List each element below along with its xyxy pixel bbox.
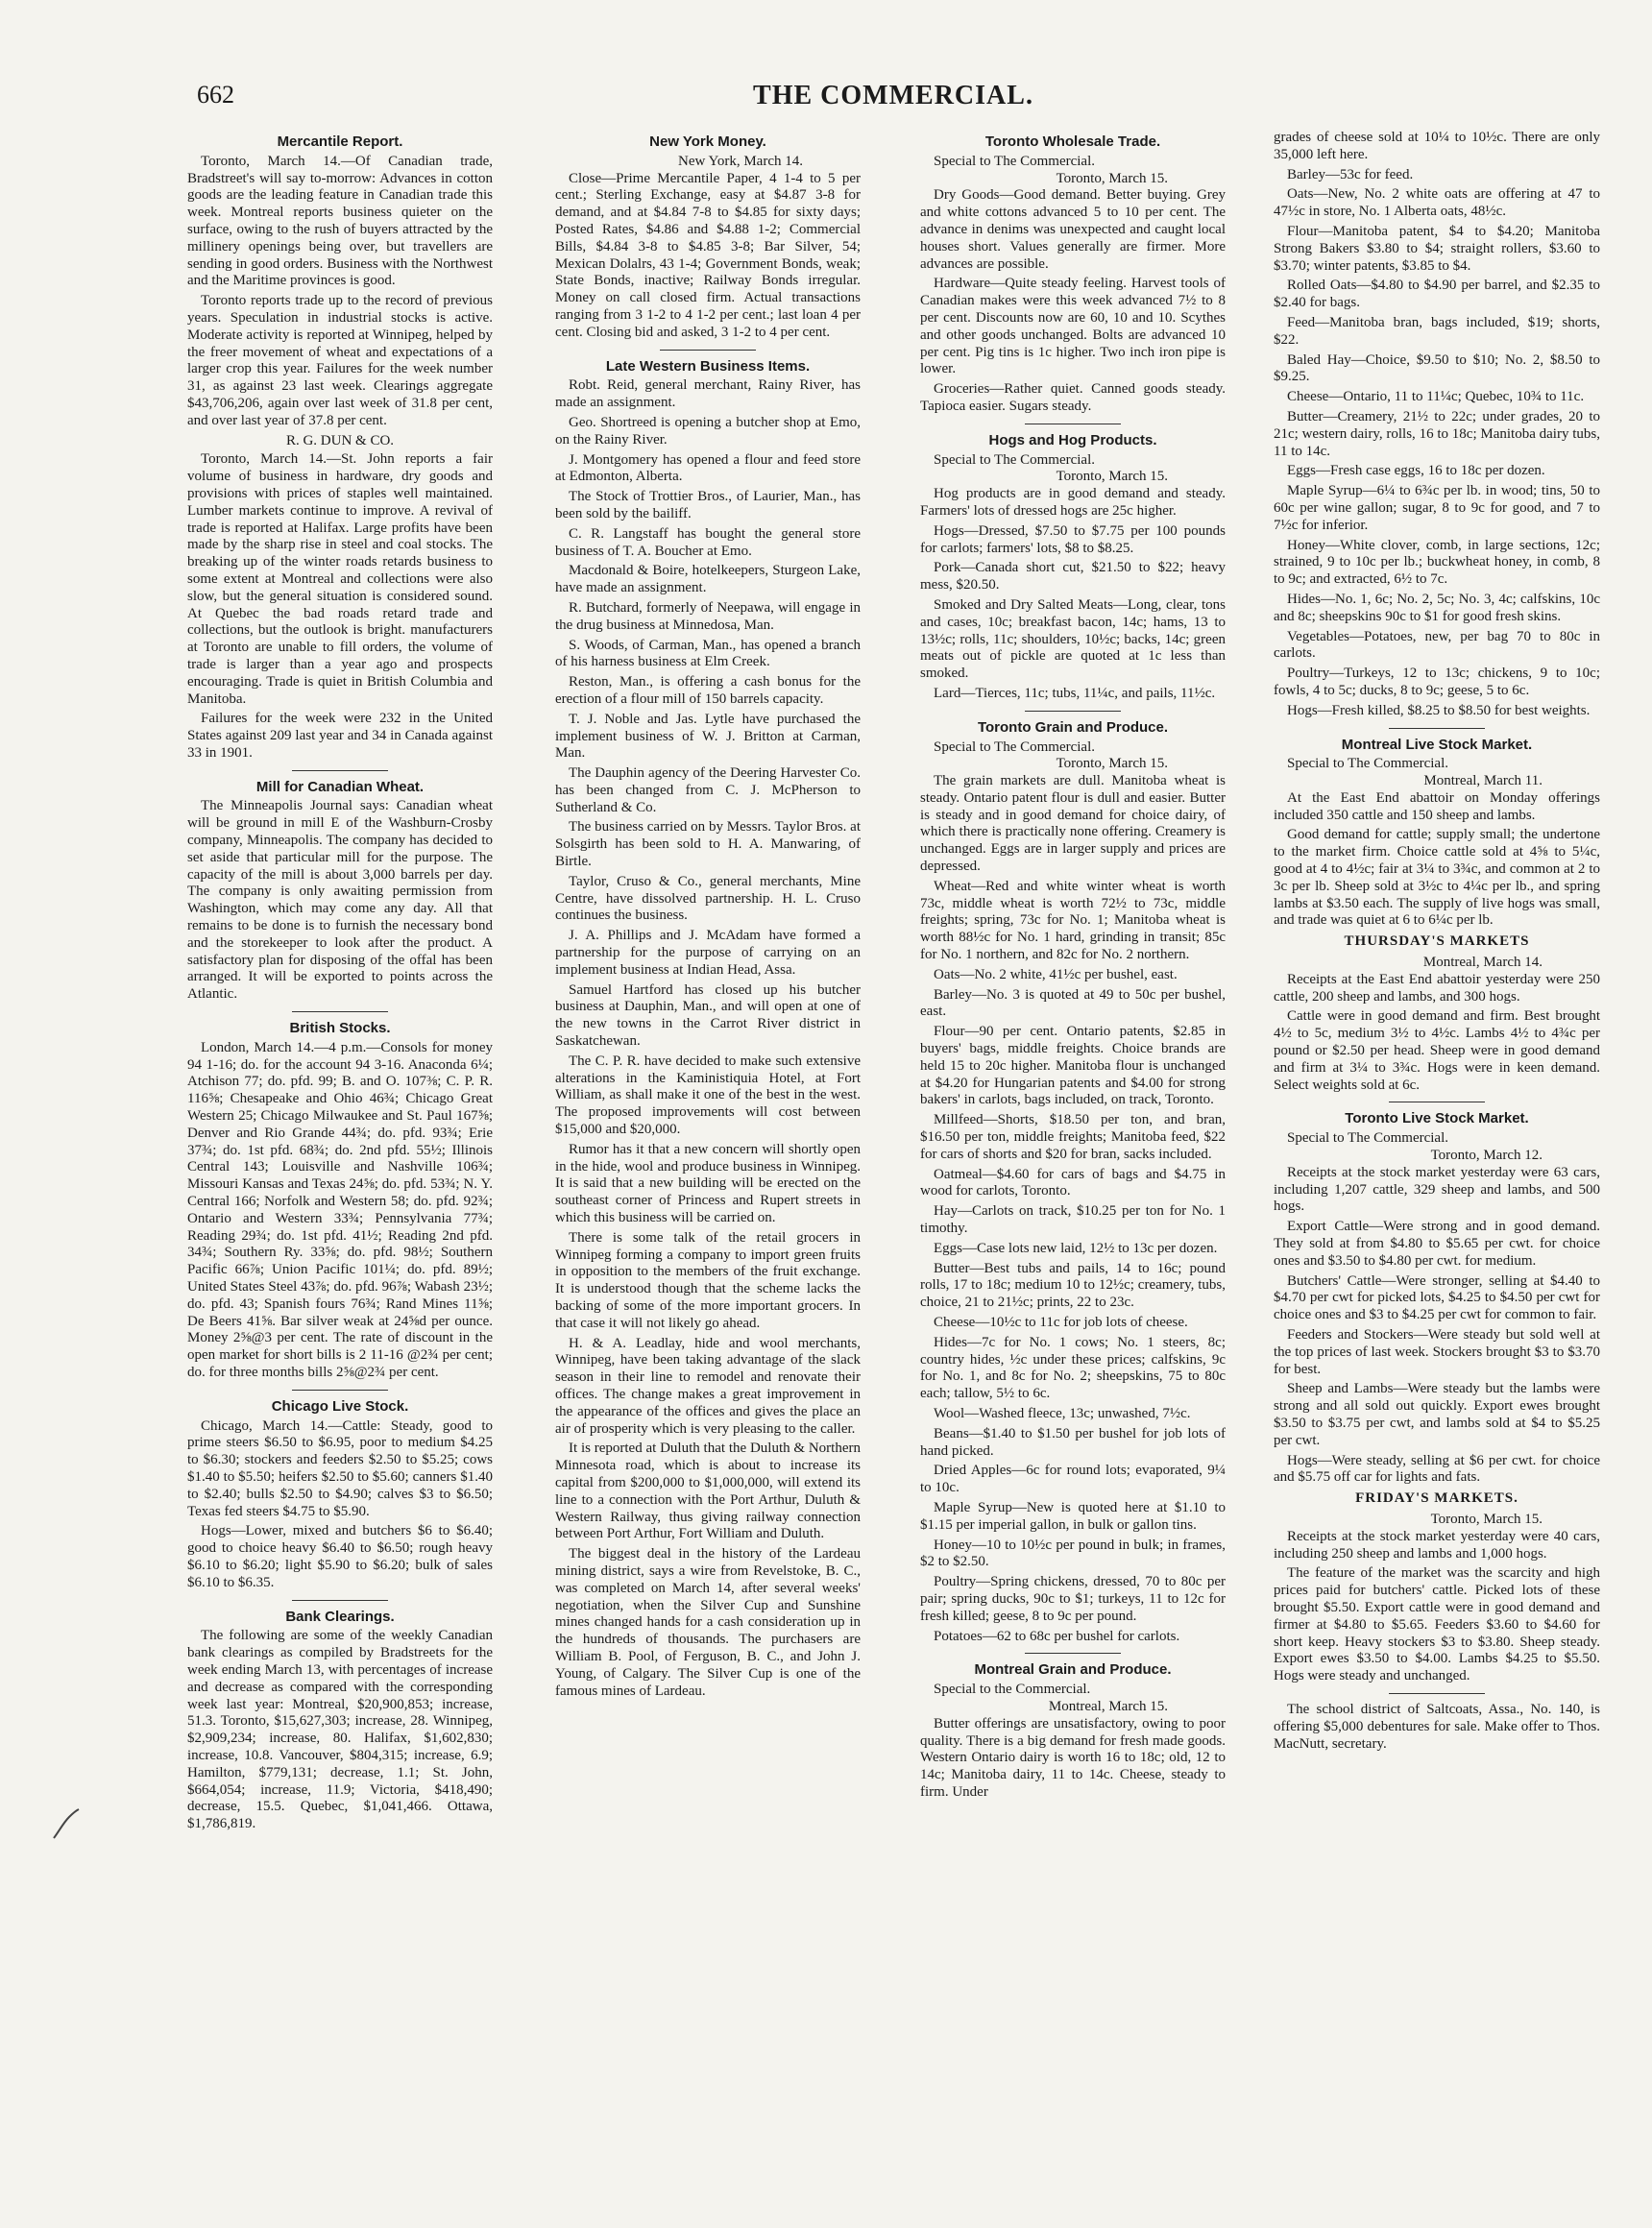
article [920,1661,1226,1801]
subheading: FRIDAY'S MARKETS. [1355,1490,1518,1507]
article-headline: Mill for Canadian Wheat. [255,778,425,795]
paragraph: At the East End abattoir on Monday offerings included 350 cattle and 150 sheep and lambs. [1274,789,1600,823]
column-4 [1274,130,1600,2214]
paragraph: Good demand for cattle; supply small; the undertone to the market firm. Choice cattle sold at 4⅝ to 5¼c, good at 4 to 4½c; fair at 3¼ to 3¾c, and common at 2 to 3c per lb. Sheep sold at 3½c to 4¼c per lb., and spring lambs at $3.50 each. The supply of live hogs was small, and trade was quiet at 6 to 6¼c per lb. [1274,827,1600,929]
dateline: Toronto, March 15. [1056,170,1168,186]
paragraph: The feature of the market was the scarcity and high prices paid for butchers' cattle. Picked lots of these brought $5.50. Export cattle were in good demand and firmer at $4.80 to $5.65. Feeders $3.60 to $4.60 for short keep. Heavy stockers $3 to $3.80. Sheep steady. Export ewes $3.50 to $4.00. Lambs $4.25 to $5.50. Hogs were steady and unchanged. [1274,1565,1600,1684]
special-note: Special to The Commercial. [934,153,1096,169]
article [920,133,1226,416]
paragraph: Butchers' Cattle—Were stronger, selling at $4.40 to $4.70 per cwt for picked lots, $4.25 to $4.50 per cwt for choice ones and $3 to $4.25 per cwt for common to fair. [1274,1272,1600,1323]
dateline: Toronto, March 12. [1430,1148,1543,1164]
article [1274,737,1600,1095]
divider-rule [292,1390,388,1391]
article-headline: New York Money. [649,133,766,150]
paragraph: T. J. Noble and Jas. Lytle have purchased the implement business of W. J. Britton at Carman, Man. [555,711,861,762]
article-headline: Bank Clearings. [285,1608,395,1625]
paragraph: H. & A. Leadlay, hide and wool merchants, Winnipeg, have been taking advantage of the slack season in their line to remodel and renovate their offices. The change makes a great improvement in the appearance of the offices and gives the place an air of prosperity which is very pleasing to the caller. [555,1335,861,1437]
paragraph: Cattle were in good demand and firm. Best brought 4½ to 5c, medium 3½ to 4½c. Lambs 4½ to 4¾c per pound or $2.50 per head. Sheep were in good demand and firm at 3¼ to 3¾c. Hogs were in keen demand. Select weights sold at 6c. [1274,1008,1600,1093]
article [1274,130,1600,720]
dateline: Toronto, March 15. [1430,1511,1543,1527]
pencil-mark-icon [50,1805,88,1844]
article [1274,1110,1600,1685]
special-note: Special to the Commercial. [934,1682,1091,1698]
article [920,432,1226,703]
dateline: Toronto, March 15. [1056,469,1168,485]
column-2 [555,130,861,2214]
article [920,719,1226,1646]
paragraph: Eggs—Case lots new laid, 12½ to 13c per dozen. [934,1240,1218,1256]
paragraph: Flour—90 per cent. Ontario patents, $2.85 in buyers' bags, middle freights. Choice brands are held 15 to 20c higher. Manitoba flour is unchanged at $4.20 for Hungarian patents and $4.00 for strong bakers' in carlots, bags included, on track, Toronto. [920,1024,1226,1108]
paragraph: J. A. Phillips and J. McAdam have formed a partnership for the purpose of carrying on an implement business at Indian Head, Assa. [555,928,861,978]
paragraph: The school district of Saltcoats, Assa., No. 140, is offering $5,000 debentures for sale. Make offer to Thos. MacNutt, secretary. [1274,1701,1600,1752]
paragraph: grades of cheese sold at 10¼ to 10½c. There are only 35,000 left here. [1274,130,1600,162]
paragraph: Butter—Best tubs and pails, 14 to 16c; pound rolls, 17 to 18c; medium 10 to 12½c; creamery, tubs, choice, 21 to 21½c; prints, 22 to 23c. [920,1260,1226,1311]
masthead: THE COMMERCIAL. [753,81,1033,110]
article [187,1020,493,1382]
paragraph: Oatmeal—$4.60 for cars of bags and $4.75 in wood for carlots, Toronto. [920,1166,1226,1199]
dateline: Toronto, March 15. [1056,756,1168,772]
divider-rule [1025,1653,1121,1654]
paragraph: Feed—Manitoba bran, bags included, $19; shorts, $22. [1274,314,1600,348]
paragraph: Hogs—Fresh killed, $8.25 to $8.50 for best weights. [1287,702,1591,718]
paragraph: Receipts at the East End abattoir yesterday were 250 cattle, 200 sheep and lambs, and 300 hogs. [1274,971,1600,1005]
paragraph: Receipts at the stock market yesterday were 63 cars, including 1,207 cattle, 329 sheep and lambs, and 500 hogs. [1274,1164,1600,1215]
paragraph: Eggs—Fresh case eggs, 16 to 18c per dozen. [1287,463,1545,479]
paragraph: Smoked and Dry Salted Meats—Long, clear, tons and cases, 10c; breakfast bacon, 14c; hams, 13 to 13½c; rolls, 11c; shoulders, 10½c; backs, 14c; green meats out of pickle are quoted at 1c less than smoked. [920,596,1226,682]
paragraph: The C. P. R. have decided to make such extensive alterations in the Kaministiquia Hotel, at Fort William, as shall make it one of the best in the west. The proposed improvements will cost between $15,000 and $20,000. [555,1053,861,1138]
paragraph: Close—Prime Mercantile Paper, 4 1-4 to 5 per cent.; Sterling Exchange, easy at $4.87 3-8 for demand, and at $4.84 7-8 to $4.85 for sixty days; Posted Rates, $4.86 and $4.88 1-2; Commercial Bills, $4.84 3-8 to $4.85 3-8; Bar Silver, 54; Mexican Dolalrs, 43 1-4; Government Bonds, weak; State Bonds, inactive; Railway Bonds irregular. Money on call closed firm. Actual transactions ranging from 3 1-2 to 4 1-2 per cent.; last loan 4 per cent. Closing bid and asked, 3 1-2 to 4 per cent. [555,170,861,340]
divider-rule [1389,1693,1485,1694]
paragraph: Hogs—Were steady, selling at $6 per cwt. for choice and $5.75 off car for lights and fats. [1274,1452,1600,1486]
paragraph: Oats—No. 2 white, 41½c per bushel, east. [934,966,1178,982]
article-headline: Hogs and Hog Products. [988,431,1157,448]
special-note: Special to The Commercial. [934,739,1096,755]
article-headline: British Stocks. [289,1020,391,1037]
paragraph: Taylor, Cruso & Co., general merchants, Mine Centre, have dissolved partnership. H. L. Cruso continues the business. [555,873,861,924]
paragraph: Rolled Oats—$4.80 to $4.90 per barrel, and $2.35 to $2.40 for bags. [1274,278,1600,311]
paragraph: Hay—Carlots on track, $10.25 per ton for No. 1 timothy. [920,1203,1226,1237]
paragraph: Toronto, March 14.—St. John reports a fair volume of business in hardware, dry goods and provisions with prices of staples well maintained. Lumber markets continue to improve. A revival of trade is reported at Halifax. Large profits have been made by the sharp rise in steel and coal stocks. The breaking up of the winter roads retards business to some extent at Montreal and collections were also slow, but the general situation is considered sound. At Quebec the bad roads retard trade and collections, but the outlook is bright. manufacturers at Toronto are unable to fill orders, the volume of trade is larger than a year ago and prospects encouraging. Trade is quiet in British Columbia and Manitoba. [187,451,493,707]
signature: R. G. DUN & CO. [285,432,395,448]
paragraph: C. R. Langstaff has bought the general store business of T. A. Boucher at Emo. [555,525,861,559]
paragraph: Export Cattle—Were strong and in good demand. They sold at from $4.80 to $5.65 per cwt. for choice ones and $3.50 to $4.80 per cwt. for medium. [1274,1219,1600,1269]
paragraph: Wheat—Red and white winter wheat is worth 73c, middle wheat is worth 72½ to 73c, middle freights; spring, 73c for No. 1; Manitoba wheat is worth 88½c for No. 1 hard, grinding in transit; 85c for No. 1 northern, and 82c for No. 2 northern. [920,878,1226,963]
paragraph: The biggest deal in the history of the Lardeau mining district, says a wire from Revelstoke, B. C., was completed on March 14, after several weeks' negotiation, when the Silver Cup and Sunshine mines changed hands for a cash consideration up in the hundreds of thousands. The purchasers are William B. Pool, of Ferguson, B. C., and John J. Young, of Calgary. The Silver Cup is one of the famous mines of Lardeau. [555,1546,861,1699]
paragraph: Toronto reports trade up to the record of previous years. Speculation in industrial stocks is active. Moderate activity is reported at Winnipeg, helped by the freer movement of wheat and expectations of a larger crop this year. Failures for the week number 31, as against 23 last week. Clearings aggregate $43,706,206, again over last week of 31.8 per cent, and over last year of 37.8 per cent. [187,293,493,428]
paragraph: Macdonald & Boire, hotelkeepers, Sturgeon Lake, have made an assignment. [555,563,861,596]
paragraph: Samuel Hartford has closed up his butcher business at Dauphin, Man., and will open at one of the new towns in the Carrot River district in Saskatchewan. [555,981,861,1050]
paragraph: There is some talk of the retail grocers in Winnipeg forming a company to import green fruits in opposition to the members of the fruit exchange. It is understood though that the scheme lacks the backing of some of the more important grocers. In that case it will not likely go ahead. [555,1229,861,1331]
paragraph: Dry Goods—Good demand. Better buying. Grey and white cottons advanced 5 to 10 per cent. The advance in denims was unexpected and caught local houses short. Values generally are firmer. More advances are possible. [920,187,1226,272]
article [187,1398,493,1592]
paragraph: Hogs—Lower, mixed and butchers $6 to $6.40; good to choice heavy $6.40 to $6.50; rough heavy $6.10 to $6.20; light $5.90 to $6.20; bulk of sales $6.10 to $6.35. [187,1523,493,1590]
paragraph: Maple Syrup—New is quoted here at $1.10 to $1.15 per imperial gallon, in bulk or gallon tins. [920,1499,1226,1533]
paragraph: Cheese—Ontario, 11 to 11¼c; Quebec, 10¾ to 11c. [1287,389,1585,405]
article-headline: Late Western Business Items. [605,357,811,375]
paragraph: J. Montgomery has opened a flour and feed store at Edmonton, Alberta. [555,451,861,485]
paragraph: Poultry—Spring chickens, dressed, 70 to 80c per pair; spring ducks, 90c to $1; turkeys, 11 to 12c for fresh killed; geese, 8 to 9c per pound. [920,1574,1226,1624]
article-headline: Montreal Live Stock Market. [1341,736,1533,753]
article [555,133,861,342]
article [555,358,861,1701]
paragraph: Millfeed—Shorts, $18.50 per ton, and bran, $16.50 per ton, middle freights; Manitoba feed, $22 for cars of shorts and $20 for bran, sacks included. [920,1112,1226,1162]
paragraph: Oats—New, No. 2 white oats are offering at 47 to 47½c in store, No. 1 Alberta oats, 48½c. [1274,186,1600,220]
paragraph: S. Woods, of Carman, Man., has opened a branch of his harness business at Elm Creek. [555,637,861,670]
paragraph: Vegetables—Potatoes, new, per bag 70 to 80c in carlots. [1274,628,1600,662]
paragraph: Butter—Creamery, 21½ to 22c; under grades, 20 to 21c; western dairy, rolls, 16 to 18c; Manitoba dairy tubs, 11 to 14c. [1274,408,1600,459]
paragraph: Cheese—10½c to 11c for job lots of cheese. [934,1315,1188,1330]
paragraph: Hides—7c for No. 1 cows; No. 1 steers, 8c; country hides, ½c under these prices; calfskins, 9c for No. 1, and 8c for No. 2; sheepskins, 75 to 80c each; tallow, 5½ to 6c. [920,1334,1226,1402]
article-headline: Toronto Wholesale Trade. [984,133,1161,150]
article-headline: Chicago Live Stock. [271,1397,409,1415]
paragraph: Hardware—Quite steady feeling. Harvest tools of Canadian makes were this week advanced 7½ to 8 per cent. Discounts now are 60, 10 and 10. Scythes and other goods unchanged. Bolts are advanced 10 per cent. Pig tins is 1c higher. Two inch iron pipe is lower. [920,276,1226,377]
paragraph: Wool—Washed fleece, 13c; unwashed, 7½c. [934,1405,1191,1421]
paragraph: Hides—No. 1, 6c; No. 2, 5c; No. 3, 4c; calfskins, 10c and 8c; sheepskins 90c to $1 for good fresh skins. [1274,591,1600,624]
paragraph: Feeders and Stockers—Were steady but sold well at the top prices of last week. Stockers brought $3 to $3.70 for best. [1274,1327,1600,1377]
divider-rule [292,1600,388,1601]
special-note: Special to The Commercial. [1287,1130,1449,1147]
paragraph: Barley—No. 3 is quoted at 49 to 50c per bushel, east. [920,986,1226,1020]
paragraph: It is reported at Duluth that the Duluth & Northern Minnesota road, which is about to increase its capital from $200,000 to $1,000,000, will extend its line to a connection with the Port Arthur, Duluth & Western Railway, thus giving railway connection between Port Arthur, Fort William and Duluth. [555,1441,861,1542]
paragraph: Chicago, March 14.—Cattle: Steady, good to prime steers $6.50 to $6.95, poor to medium $4.25 to $6.30; stockers and feeders $2.50 to $5.25; cows $1.40 to $5.50; heifers $2.50 to $5.60; canners $1.40 to $2.40; bulls $2.50 to $4.90; calves $3 to $6.50; Texas fed steers $4.75 to $5.90. [187,1417,493,1519]
paragraph: Failures for the week were 232 in the United States against 209 last year and 34 in Canada against 33 in 1901. [187,711,493,761]
dateline: New York, March 14. [678,153,803,169]
article-headline: Mercantile Report. [277,133,403,150]
divider-rule [292,770,388,771]
paragraph: Beans—$1.40 to $1.50 per bushel for job lots of hand picked. [920,1425,1226,1459]
dateline: Montreal, March 14. [1422,955,1543,971]
paragraph: Geo. Shortreed is opening a butcher shop at Emo, on the Rainy River. [555,414,861,448]
paragraph: London, March 14.—4 p.m.—Consols for money 94 1-16; do. for the account 94 3-16. Anaconda 6¼; Atchison 77; do. pfd. 99; B. and O. 107⅜; C. P. R. 116⅝; Chesapeake and Ohio 46¾; Chicago Great Western 25; Chicago Milwaukee and St. Paul 167⅝; Denver and Rio Grande 44¾; do. pfd. 93¾; Erie 37¾; do. 1st pfd. 68¾; do. 2nd pfd. 55½; Illinois Central 143; Louisville and Nashville 106¾; Missouri Kansas and Texas 24⅝; do. pfd. 53¾; N. Y. Central 166; Norfolk and Western 58; do. pfd. 92¾; Ontario and Western 33¾; Pennsylvania 77¾; Reading 29¾; do. 1st pfd. 41½; Reading 2nd pfd. 34¾; Southern Ry. 33⅝; do. pfd. 98½; Southern Pacific 66⅞; Union Pacific 101¼; do. pfd. 89½; United States Steel 43⅞; do. pfd. 96⅞; Wabash 23½; do. pfd. 43; Spanish fours 76¾; Rand Mines 11⅝; De Beers 41⅝. Bar silver weak at 24⅝d per ounce. Money 2⅝@3 per cent. The rate of discount in the open market for short bills is 2 11-16 @2¾ per cent; do. for three months bills 2⅝@2¾ per cent. [187,1039,493,1380]
column-1 [187,130,493,2214]
paragraph: Flour—Manitoba patent, $4 to $4.20; Manitoba Strong Bakers $3.80 to $4; straight rollers, $3.60 to $3.70; winter patents, $3.85 to $4. [1274,223,1600,274]
special-note: Special to The Commercial. [1287,756,1449,772]
paragraph: Sheep and Lambs—Were steady but the lambs were strong and all sold out quickly. Export ewes brought $3.50 to $3.75 per cwt, and lambs sold at $4 to $5.25 per cwt. [1274,1381,1600,1448]
article [187,779,493,1004]
paragraph: Poultry—Turkeys, 12 to 13c; chickens, 9 to 10c; fowls, 4 to 5c; ducks, 8 to 9c; geese, 5 to 6c. [1274,666,1600,698]
article-headline: Toronto Live Stock Market. [1345,1110,1529,1127]
paragraph: The grain markets are dull. Manitoba wheat is steady. Ontario patent flour is dull and easier. Butter is steady and in good demand for choice dairy, of which there is practically none offering. Creamery is unchanged. Eggs are in larger supply and prices are depressed. [920,773,1226,875]
article [1274,1702,1600,1753]
paragraph: Honey—10 to 10½c per pound in bulk; in frames, $2 to $2.50. [920,1537,1226,1570]
subheading: THURSDAY'S MARKETS [1344,933,1530,950]
paragraph: Robt. Reid, general merchant, Rainy River, has made an assignment. [555,377,861,411]
article-headline: Toronto Grain and Produce. [977,718,1169,736]
dateline: Montreal, March 11. [1423,773,1543,789]
paragraph: Potatoes—62 to 68c per bushel for carlots. [934,1628,1180,1644]
divider-rule [292,1011,388,1012]
paragraph: The following are some of the weekly Canadian bank clearings as compiled by Bradstreets for the week ending March 13, with percentages of increase and decrease as compared with the corresponding week last year: Montreal, $20,900,853; increase, 51.3. Toronto, $15,627,303; increase, 28. Winnipeg, $2,909,234; increase, 80. Halifax, $1,602,830; increase, 10.8. Vancouver, $804,315; increase, 6.9; Hamilton, $779,131; decrease, 1.1; St. John, $664,054; increase, 11.9; Victoria, $418,490; decrease, 15.5. Quebec, $1,041,466. Ottawa, $1,786,819. [187,1628,493,1832]
paragraph: Hog products are in good demand and steady. Farmers' lots of dressed hogs are 25c higher. [920,486,1226,519]
paragraph: Maple Syrup—6¼ to 6¾c per lb. in wood; tins, 50 to 60c per wine gallon; sugar, 8 to 9c for good, and 7 to 7½c for inferior. [1274,483,1600,533]
paragraph: Lard—Tierces, 11c; tubs, 11¼c, and pails, 11½c. [934,685,1216,701]
paragraph: Pork—Canada short cut, $21.50 to $22; heavy mess, $20.50. [920,560,1226,593]
paragraph: Butter offerings are unsatisfactory, owing to poor quality. There is a big demand for fresh made goods. Western Ontario dairy is worth 16 to 18c; old, 12 to 14c; Manitoba dairy, 11 to 14c. Cheese, steady to firm. Under [920,1715,1226,1800]
page-number: 662 [197,81,234,109]
paragraph: Honey—White clover, comb, in large sections, 12c; strained, 9 to 10c per lb.; buckwheat honey, in comb, 8 to 9c; and extracted, 6½ to 7c. [1274,537,1600,588]
paragraph: Reston, Man., is offering a cash bonus for the erection of a flour mill of 150 barrels capacity. [555,674,861,707]
paragraph: Hogs—Dressed, $7.50 to $7.75 per 100 pounds for carlots; farmers' lots, $8 to $8.25. [920,522,1226,556]
paragraph: Rumor has it that a new concern will shortly open in the hide, wool and produce business in Winnipeg. It is said that a new building will be erected on the southeast corner of Princess and Rupert streets in which this business will be carried on. [555,1141,861,1226]
paragraph: The business carried on by Messrs. Taylor Bros. at Solsgirth has been sold to H. A. Manwaring, of Birtle. [555,819,861,870]
paragraph: The Stock of Trottier Bros., of Laurier, Man., has been sold by the bailiff. [555,489,861,521]
article [187,133,493,763]
page-header [187,81,1599,119]
paragraph: Toronto, March 14.—Of Canadian trade, Bradstreet's will say to-morrow: Advances in cotton goods are the leading feature in Canadian trade this week. Montreal reports business quieter on the surface, owing to the rush of buyers attracted by the millinery openings being over, but travellers are sending in good orders. Business with the Northwest and the Maritime provinces is good. [187,153,493,289]
column-3 [920,130,1226,2214]
paragraph: Groceries—Rather quiet. Canned goods steady. Tapioca easier. Sugars steady. [920,381,1226,414]
article-headline: Montreal Grain and Produce. [974,1661,1172,1679]
paragraph: Barley—53c for feed. [1287,166,1414,182]
special-note: Special to The Commercial. [934,451,1096,468]
paragraph: Baled Hay—Choice, $9.50 to $10; No. 2, $8.50 to $9.25. [1274,351,1600,385]
divider-rule [1389,728,1485,729]
paragraph: Dried Apples—6c for round lots; evaporated, 9¼ to 10c. [920,1463,1226,1496]
divider-rule [1025,711,1121,712]
paragraph: The Dauphin agency of the Deering Harvester Co. has been changed from C. J. McPherson to Sutherland & Co. [555,765,861,815]
paragraph: R. Butchard, formerly of Neepawa, will engage in the drug business at Minnedosa, Man. [555,599,861,633]
dateline: Montreal, March 15. [1048,1698,1168,1714]
paragraph: Receipts at the stock market yesterday were 40 cars, including 250 sheep and lambs and 1,000 hogs. [1274,1528,1600,1562]
divider-rule [660,350,756,351]
paragraph: The Minneapolis Journal says: Canadian wheat will be ground in mill E of the Washburn-Crosby company, Minneapolis. The company has decided to set aside that particular mill for the purpose. The capacity of the mill is about 3,000 barrels per day. The company is only awaiting permission from Washington, which may come any day. All that remains to be done is to furnish the necessary bond and the storekeeper to look after the product. A satisfactory plan for disposing of the offal has been arranged. It will be exported to points across the Atlantic. [187,798,493,1003]
article [187,1609,493,1833]
